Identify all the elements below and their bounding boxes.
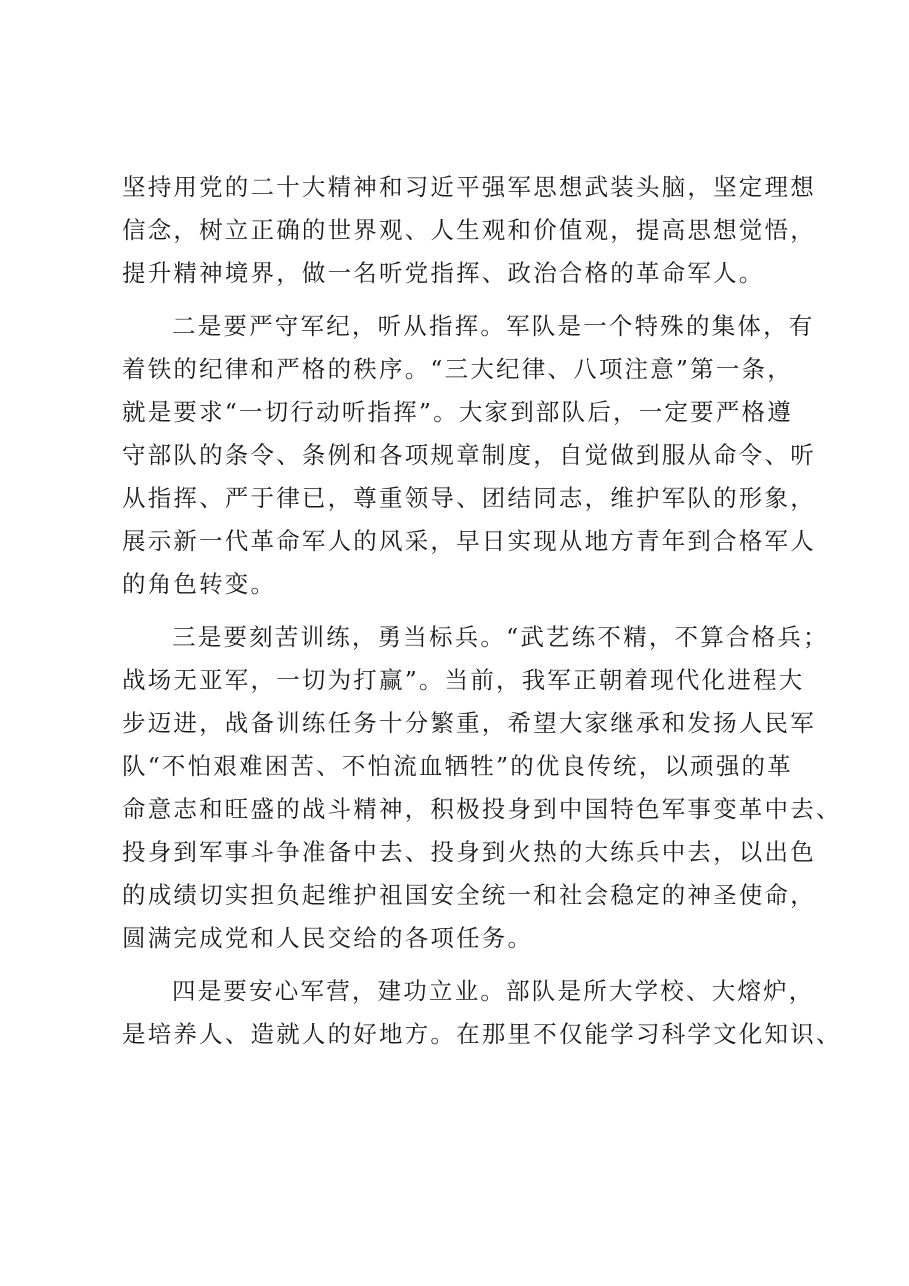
paragraph-line: 信念，树立正确的世界观、人生观和价值观，提高思想觉悟， (122, 216, 816, 244)
paragraph-line: 投身到军事斗争准备中去、投身到火热的大练兵中去，以出色 (122, 838, 816, 866)
paragraph-line: 展示新一代革命军人的风采，早日实现从地方青年到合格军人 (122, 527, 816, 555)
paragraph-line: 战场无亚军，一切为打赢”。当前，我军正朝着现代化进程大 (122, 666, 805, 694)
paragraph-line: 命意志和旺盛的战斗精神，积极投身到中国特色军事变革中去、 (122, 795, 842, 823)
paragraph-line: 四是要安心军营，建功立业。部队是所大学校、大熔炉， (172, 977, 815, 1005)
paragraph-2 (122, 305, 816, 606)
paragraph-line: 的成绩切实担负起维护祖国安全统一和社会稳定的神圣使命， (122, 881, 816, 909)
paragraph-line: 着铁的纪律和严格的秩序。“三大纪律、八项注意”第一条， (122, 355, 793, 383)
paragraph-line: 从指挥、严于律已，尊重领导、团结同志，维护军队的形象， (122, 484, 816, 512)
paragraph-line: 就是要求“一切行动听指挥”。大家到部队后，一定要严格遵 (122, 398, 793, 426)
paragraph-4 (122, 970, 842, 1056)
paragraph-line: 队“不怕艰难困苦、不怕流血牺牲”的优良传统，以顽强的革 (122, 752, 793, 780)
document-body (122, 166, 842, 1056)
paragraph-line: 提升精神境界，做一名听党指挥、政治合格的革命军人。 (122, 259, 765, 287)
paragraph-line: 的角色转变。 (122, 570, 277, 598)
paragraph-line: 圆满完成党和人民交给的各项任务。 (122, 924, 534, 952)
paragraph-line: 坚持用党的二十大精神和习近平强军思想武装头脑，坚定理想 (122, 173, 816, 201)
paragraph-line: 是培养人、造就人的好地方。在那里不仅能学习科学文化知识、 (122, 1020, 842, 1048)
paragraph-line: 三是要刻苦训练，勇当标兵。“武艺练不精，不算合格兵； (172, 623, 829, 651)
paragraph-3 (122, 616, 842, 960)
paragraph-line: 步迈进，战备训练任务十分繁重，希望大家继承和发扬人民军 (122, 709, 816, 737)
paragraph-line: 二是要严守军纪，听从指挥。军队是一个特殊的集体，有 (172, 312, 815, 340)
paragraph-1 (122, 166, 816, 295)
paragraph-line: 守部队的条令、条例和各项规章制度，自觉做到服从命令、听 (122, 441, 816, 469)
